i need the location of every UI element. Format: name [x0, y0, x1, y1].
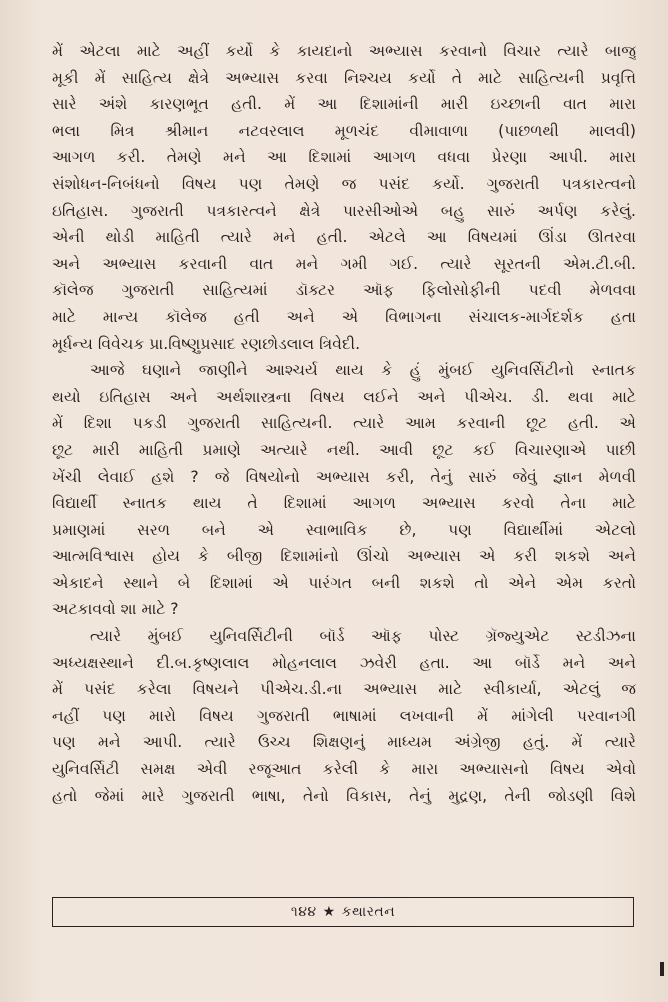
text-line: યુનિવર્સિટી સમક્ષ એવી રજૂઆત કરેલી કે મારા અભ્યાસનો વિષય એવો	[52, 760, 636, 779]
text-line: નહીં પણ મારો વિષય ગુજરાતી ભાષામાં લખવાની મેં માંગેલી પરવાનગી	[52, 706, 636, 725]
text-line: હતો જેમાં મારે ગુજરાતી ભાષા, તેનો વિકાસ, તેનું મુદ્રણ, તેની જોડણી વિશે	[52, 786, 636, 805]
text-line: આજે ઘણાને જાણીને આશ્ચર્ય થાય કે હું મુંબઈ યુનિવર્સિટીનો સ્નાતક	[90, 361, 636, 380]
text-line: એકાદને સ્થાને બે દિશામાં એ પારંગત બની શકશે તો એને એમ કરતો	[52, 573, 636, 592]
text-line: ત્યારે મુંબઈ યુનિવર્સિટીની બૉર્ડ ઑફ પોસ્ટ ગ્રૅજ્યુએટ સ્ટડીઝના	[90, 627, 636, 646]
text-line: અટકાવવો શા માટે ?	[52, 600, 179, 619]
text-line: કૉલેજ ગુજરાતી સાહિત્યમાં ડૉક્ટર ઑફ ફિલોસોફીની પદવી મેળવવા	[52, 281, 636, 300]
page-footer	[52, 897, 634, 927]
text-line: સારે અંશે કારણભૂત હતી. મેં આ દિશામાંની મારી ઇચ્છાની વાત મારા	[52, 95, 636, 114]
star-icon: ★	[322, 904, 336, 920]
text-line: એની થોડી માહિતી ત્યારે મને હતી. એટલે આ વિષયમાં ઊંડા ઊતરવા	[52, 228, 636, 247]
paragraph-3	[52, 623, 636, 809]
text-line: અધ્યક્ષસ્થાને દી.બ.કૃષ્ણલાલ મોહનલાલ ઝવેરી હતા. આ બૉર્ડે મને અને	[52, 653, 636, 672]
text-line: પ્રમાણમાં સરળ બને એ સ્વાભાવિક છે, પણ વિદ્યાર્થીમાં એટલો	[52, 520, 636, 539]
text-line: અને અભ્યાસ કરવાની વાત મને ગમી ગઈ. ત્યારે સૂરતની એમ.ટી.બી.	[52, 254, 636, 273]
paragraph-2	[52, 357, 636, 623]
text-line: થયો ઇતિહાસ અને અર્થશાસ્ત્રના વિષય લઈને અને પીએચ. ડી. થવા માટે	[52, 387, 636, 406]
page-number: ૧૪૪	[290, 904, 317, 920]
text-line: મેં દિશા પકડી ગુજરાતી સાહિત્યની. ત્યારે આમ કરવાની છૂટ હતી. એ	[52, 414, 636, 433]
body-text	[52, 38, 636, 809]
book-title: કથારતન	[341, 904, 396, 920]
text-line: છૂટ મારી માહિતી પ્રમાણે અત્યારે નથી. આવી છૂટ કઈ વિચારણાએ પાછી	[52, 440, 636, 459]
text-line: મૂકી મેં સાહિત્ય ક્ષેત્રે અભ્યાસ કરવા નિશ્ચય કર્યો તે માટે સાહિત્યની પ્રવૃત્તિ	[52, 68, 636, 87]
text-line: મેં પસંદ કરેલા વિષયને પીએચ.ડી.ના અભ્યાસ માટે સ્વીકાર્યા, એટલું જ	[52, 680, 636, 699]
text-line: ઇતિહાસ. ગુજરાતી પત્રકારત્વને ક્ષેત્રે પારસીઓએ બહુ સારું અર્પણ કરેલું.	[52, 201, 636, 220]
text-line: માટે માન્ય કૉલેજ હતી અને એ વિભાગના સંચાલક-માર્ગદર્શક હતા	[52, 307, 636, 326]
text-line: વિદ્યાર્થી સ્નાતક થાય તે દિશામાં આગળ અભ્યાસ કરવો તેના માટે	[52, 494, 636, 513]
text-line: આગળ કરી. તેમણે મને આ દિશામાં આગળ વધવા પ્રેરણા આપી. મારા	[52, 148, 636, 167]
text-line: સંશોધન-નિબંધનો વિષય પણ તેમણે જ પસંદ કર્યો. ગુજરાતી પત્રકારત્વનો	[52, 174, 636, 193]
page-edge-mark	[660, 962, 664, 976]
text-line: આત્મવિશ્વાસ હોય કે બીજી દિશામાંનો ઊંચો અભ્યાસ એ કરી શકશે અને	[52, 547, 636, 566]
text-line: મેં એટલા માટે અહીં કર્યો કે કાયદાનો અભ્યાસ કરવાનો વિચાર ત્યારે બાજુ	[52, 42, 636, 60]
text-line: ખેંચી લેવાઈ હશે ? જે વિષયોનો અભ્યાસ કરી, તેનું સારું જેવું જ્ઞાન મેળવી	[52, 467, 636, 486]
text-line: પણ મને આપી. ત્યારે ઉચ્ચ શિક્ષણનું માધ્યમ અંગ્રેજી હતું. મેં ત્યારે	[52, 733, 636, 752]
text-line: મૂર્ધન્ય વિવેચક પ્રા.વિષ્ણુપ્રસાદ રણછોડલાલ ત્રિવેદી.	[52, 334, 361, 353]
paragraph-1	[52, 38, 636, 357]
text-line: ભલા મિત્ર શ્રીમાન નટવરલાલ મૂળચંદ વીમાવાળા (પાછળથી માલવી)	[52, 121, 636, 140]
